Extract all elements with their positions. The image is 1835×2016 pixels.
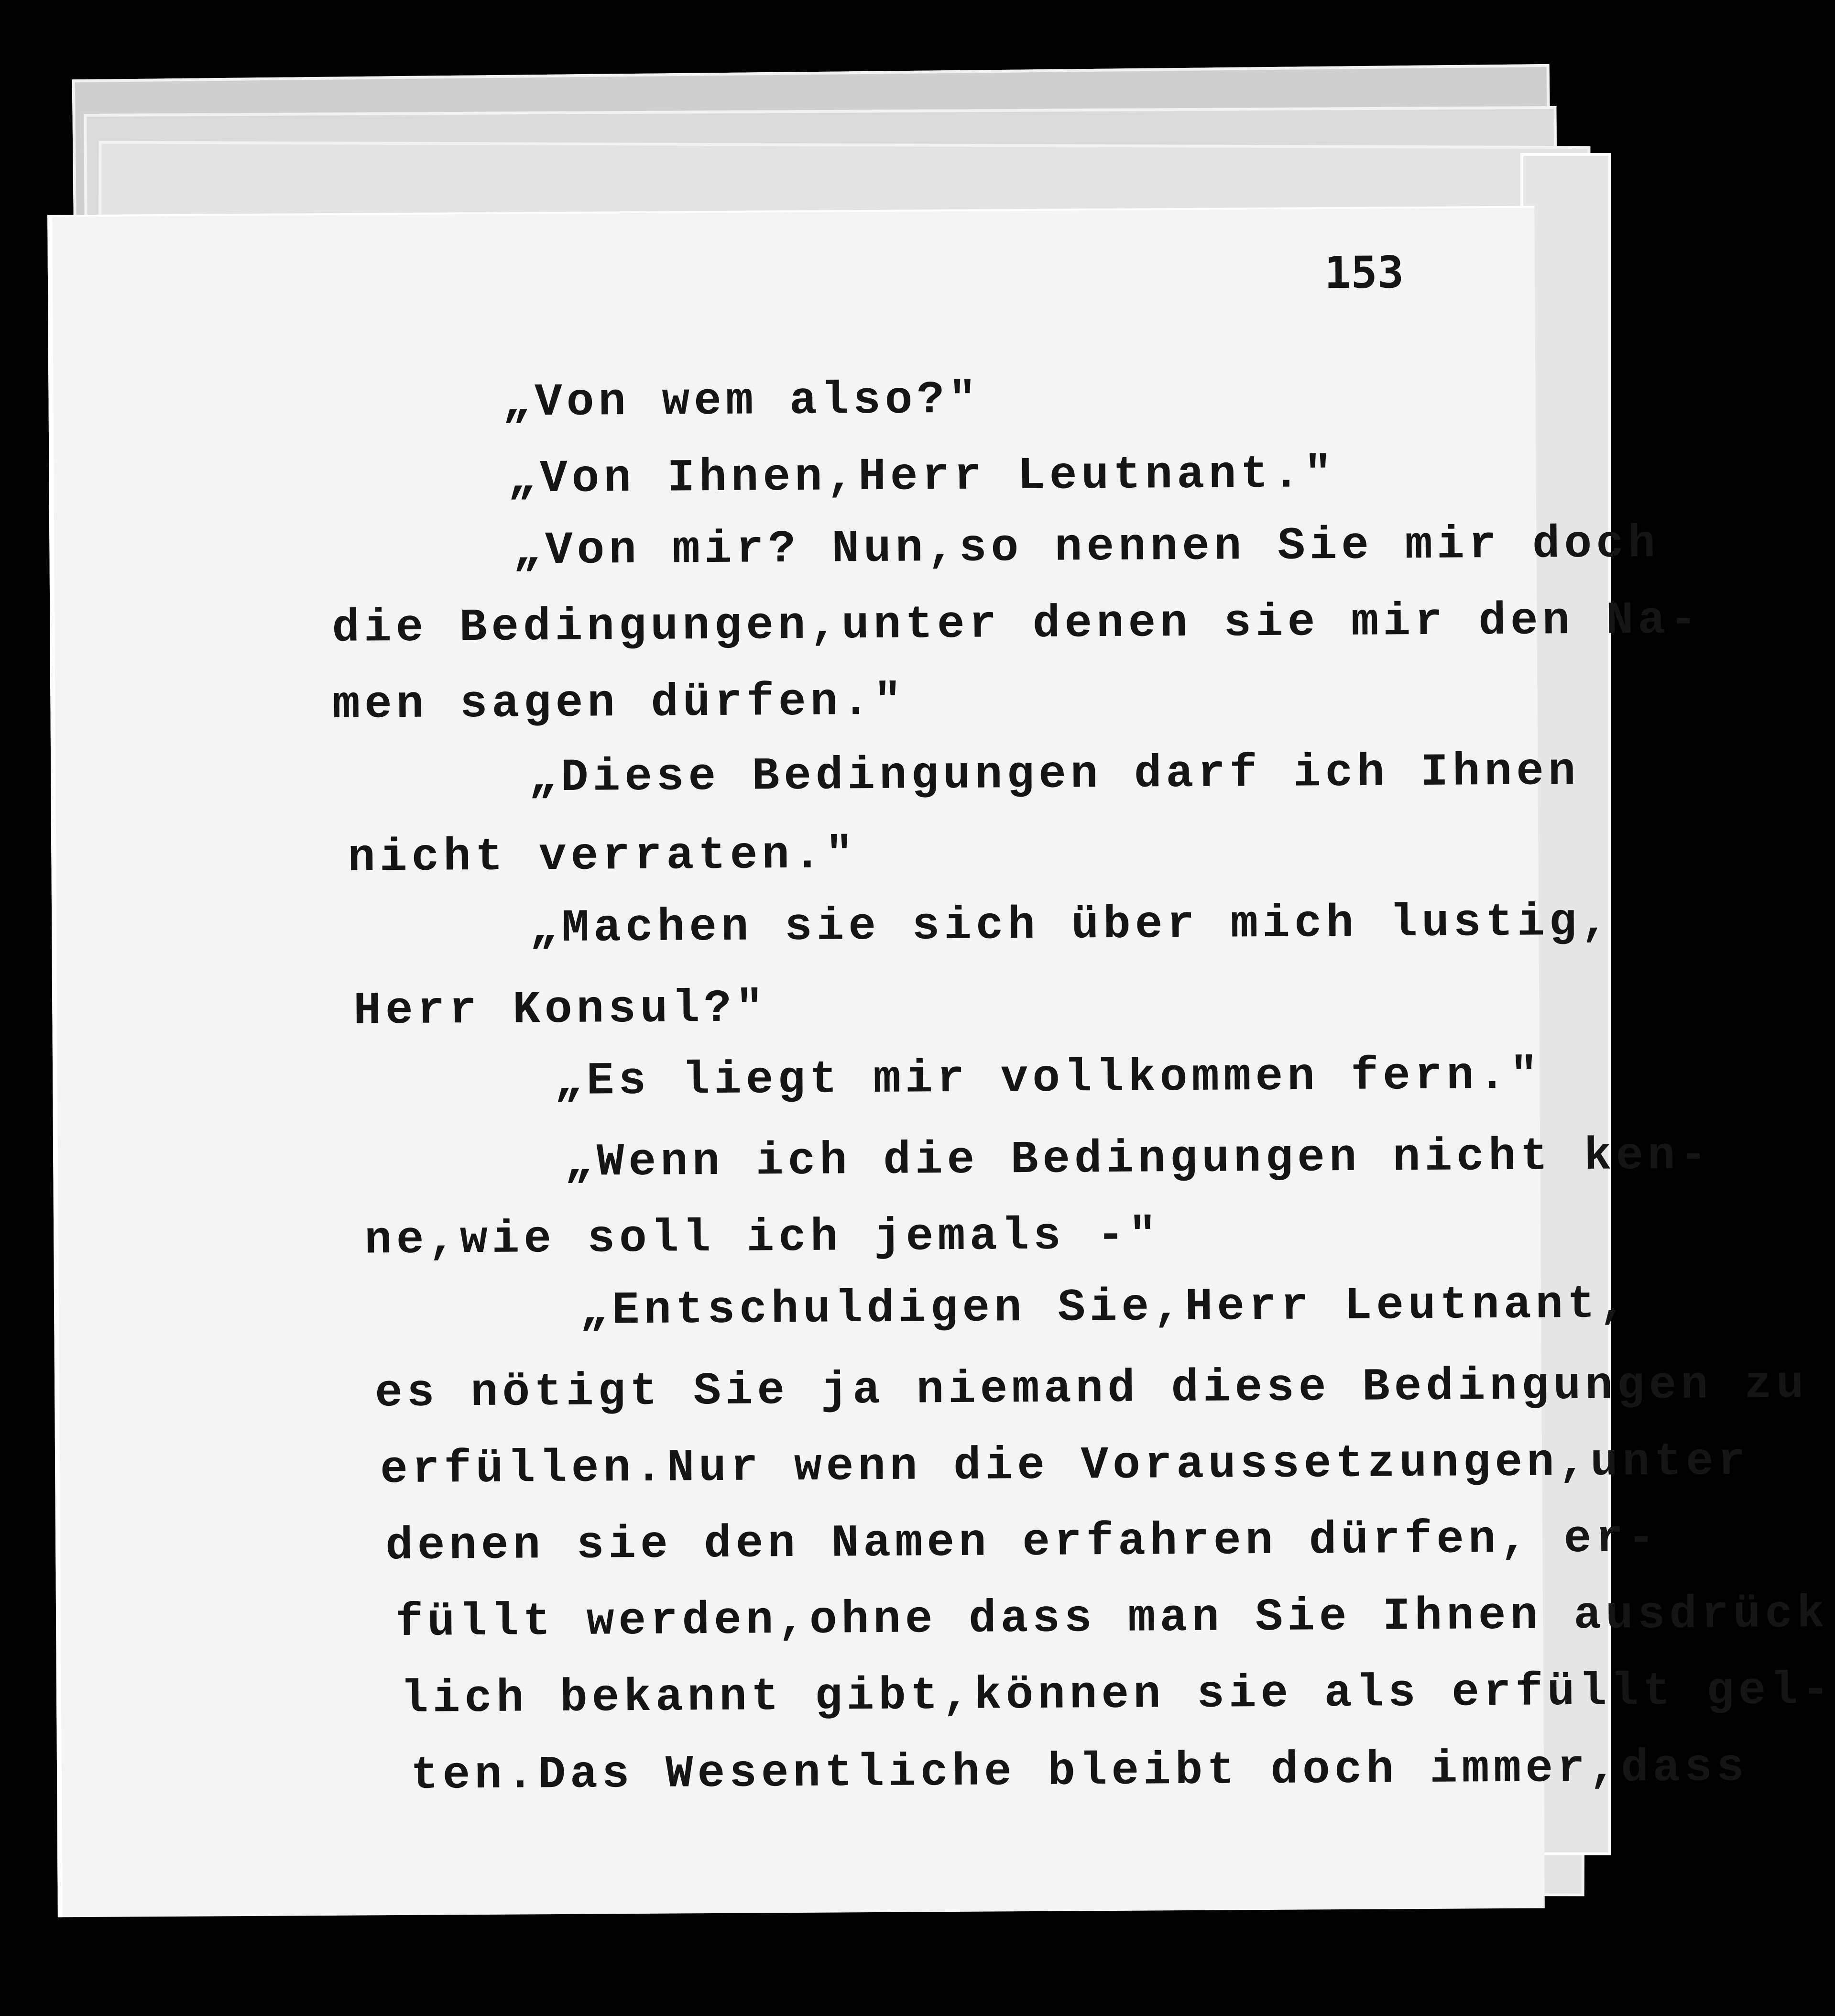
text-line: „Von mir? Nun,so nennen Sie mir doch [513,517,1660,577]
text-line: „Wenn ich die Bedingungen nicht ken- [564,1129,1712,1189]
text-line: men sagen dürfen." [332,675,906,731]
text-line: es nötigt Sie ja niemand diese Bedingungen zu [374,1359,1808,1420]
text-line: „Von Ihnen,Herr Leutnant." [508,448,1336,505]
text-line: „Von wem also?" [502,373,981,429]
text-line: denen sie den Namen erfahren dürfen, er- [385,1512,1660,1573]
text-line: erfüllen.Nur wenn die Voraussetzungen,unter [380,1435,1750,1496]
text-line: „Es liegt mir vollkommen fern." [554,1049,1542,1108]
text-line: „Machen sie sich über mich lustig, [529,896,1613,955]
text-line: füllt werden,ohne dass man Sie Ihnen ausdrück [395,1588,1829,1649]
typewritten-page [47,206,1834,1917]
text-line: lich bekannt gibt,können sie als erfüllt gel- [400,1664,1834,1726]
text-line: die Bedingungen,unter denen sie mir den Na- [332,594,1702,655]
page-number: 153 [1324,247,1404,299]
text-line: ten.Das Wesentliche bleibt doch immer,dass [410,1741,1748,1802]
text-line: Herr Konsul?" [353,982,768,1037]
text-line: „Entschuldigen Sie,Herr Leutnant, [579,1278,1631,1337]
text-line: „Diese Bedingungen darf ich Ihnen [529,745,1580,804]
text-line: nicht verraten." [348,829,858,884]
text-line: ne,wie soll ich jemals -" [364,1209,1161,1267]
